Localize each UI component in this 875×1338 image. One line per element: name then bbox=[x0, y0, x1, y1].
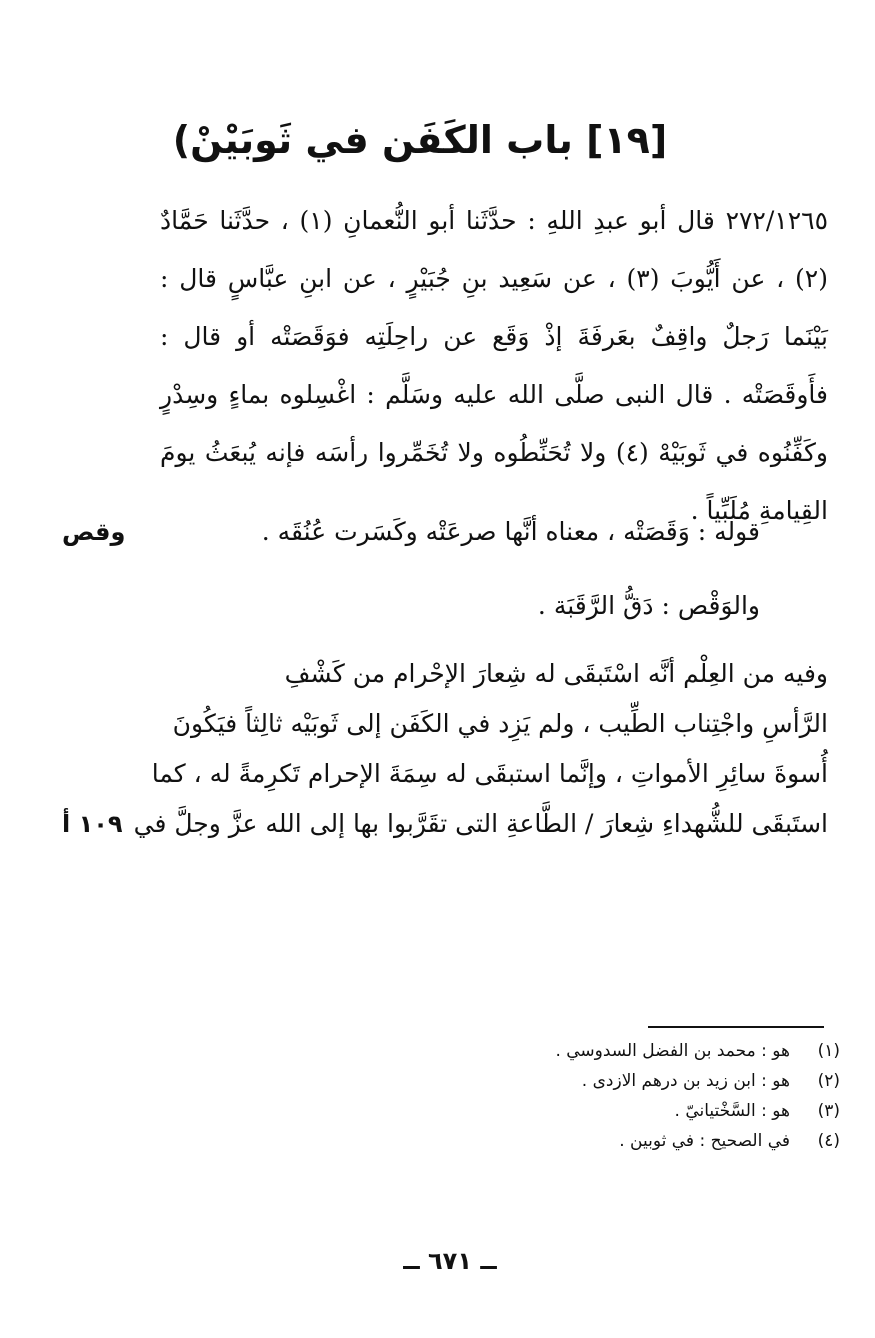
footnote-item bbox=[420, 1066, 840, 1096]
margin-folio: ١٠٩ أ bbox=[62, 810, 123, 838]
commentary-para-line: أُسوةَ سائِرِ الأمواتِ ، وإنَّما استبقَى له سِمَةَ الإحرام تَكرِمةً له ، كما bbox=[151, 759, 828, 788]
commentary-line-2: والوَقْص : دَقُّ الرَّقَبَة . bbox=[537, 591, 760, 620]
footnotes bbox=[420, 1036, 840, 1156]
footnote-number: (١) bbox=[817, 1041, 840, 1061]
commentary-line-1: قوله : وَقَصَتْه ، معناه أنَّها صرعَتْه وكَسَرت عُنُقَه . bbox=[261, 517, 760, 546]
commentary-para-line: الرَّأسِ واجْتِناب الطِّيب ، ولم يَزِد في الكَفَن إلى ثَوبَيْه ثالِثاً فيَكُونَ bbox=[172, 709, 828, 738]
footnote-text: في الصحيح : في ثوبين . bbox=[619, 1131, 790, 1151]
footnote-number: (٢) bbox=[817, 1071, 840, 1091]
footnote-item bbox=[420, 1126, 840, 1156]
page-number: ــ ٦٧١ ــ bbox=[403, 1247, 497, 1275]
footnote-number: (٤) bbox=[817, 1131, 840, 1151]
commentary-para-line: استَبقَى للشُّهداءِ شِعارَ / الطَّاعةِ التى تقَرَّبوا بها إلى الله عزَّ وجلَّ في bbox=[133, 809, 828, 838]
footnote-text: هو : السَّخْتيانيّ . bbox=[674, 1101, 790, 1121]
footnote-text: هو : محمد بن الفضل السدوسي . bbox=[555, 1041, 790, 1061]
hadith-number: ٢٧٢/١٢٦٥ bbox=[725, 206, 828, 235]
footnote-text: هو : ابن زيد بن درهم الازدى . bbox=[581, 1071, 790, 1091]
chapter-title: [١٩] باب الكَفَن في ثَوبَيْنْ) bbox=[172, 118, 668, 162]
footnote-divider bbox=[648, 1026, 824, 1028]
commentary-para-line: وفيه من العِلْم أنَّه اسْتَبقَى له شِعارَ الإحْرام من كَشْفِ bbox=[284, 659, 828, 688]
hadith-body: قال أبو عبدِ اللهِ : حدَّثَنا أبو النُّعمانِ (١) ، حدَّثَنا حَمَّادٌ (٢) ، عن أَيُّوبَ (٣) ، عن سَعِيد بنِ جُبَيْرٍ ، عن ابنِ عبَّاسٍ قال : بَيْنَما رَجلٌ واقِفٌ بعَرفَةَ إذْ وَقَع عن راحِلَتِه فوَقَصَتْه أو قال : فأَوقَصَتْه . قال النبى صلَّى الله عليه وسَلَّم : اغْسِلوه بماءٍ وسِدْرٍ وكَفِّنُوه في ثَوبَيْهْ (٤) ولا تُحَنِّطُوه ولا تُخَمِّروا رأسَه فإنه يُبعَثُ يومَ القِيامةِ مُلَبِّياً . bbox=[160, 206, 828, 525]
hadith-text bbox=[160, 192, 828, 540]
margin-keyword: وقص bbox=[62, 518, 126, 546]
footnote-item bbox=[420, 1096, 840, 1126]
footnote-item bbox=[420, 1036, 840, 1066]
footnote-number: (٣) bbox=[817, 1101, 840, 1121]
